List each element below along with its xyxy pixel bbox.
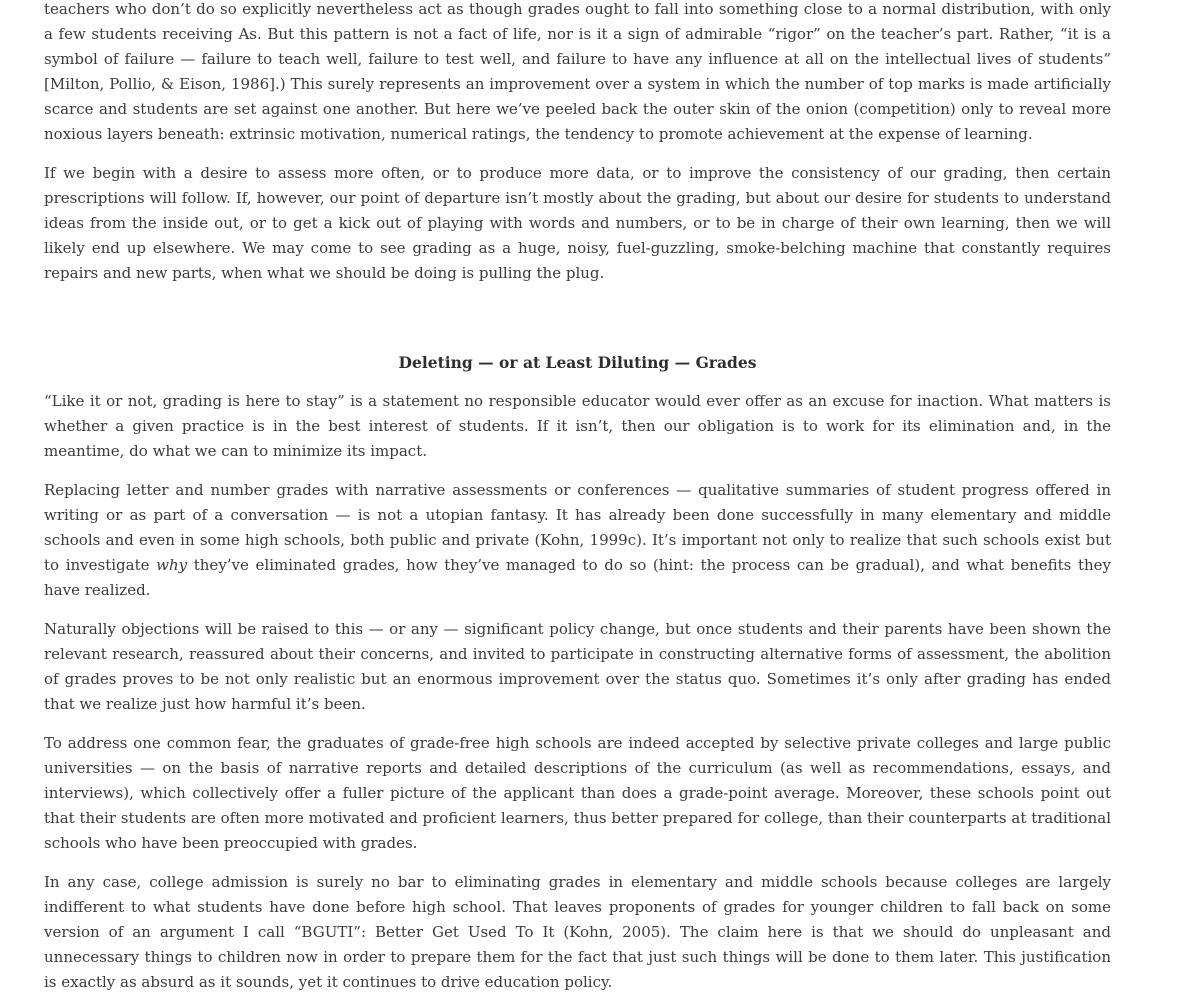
section-heading: Deleting — or at Least Diluting — Grades: [398, 353, 757, 372]
paragraph-here-to-stay: “Like it or not, grading is here to stay” is a statement no responsible educator would ever offer as an excuse for inaction. What matters is whether a given practice is in the best interest of students. If it isn’t, then our obligation is to work for its elimination and, in the meantime, do what we can to minimize its impact.: [44, 392, 1111, 460]
paragraph-objections: Naturally objections will be raised to this — or any — significant policy change, but once students and their parents have been shown the relevant research, reassured about their concerns, and invited to participate in constructing alternative forms of assessment, the abolition of grades proves to be not only realistic but an enormous improvement over the status quo. Sometimes it’s only after grading has ended that we realize just how harmful it’s been.: [44, 620, 1111, 713]
paragraph-bguti: In any case, college admission is surely no bar to eliminating grades in elementary and middle schools because colleges are largely indifferent to what students have done before high school. That leaves proponents of grades for younger children to fall back on some version of an argument I call “BGUTI”: Better Get Used To It (Kohn, 2005). The claim here is that we should do unpleasant and unnecessary things to children now in order to prepare them for the fact that just such things will be done to them later. This justification is exactly as absurd as it sounds, yet it continues to drive education policy.: [44, 873, 1111, 991]
paragraph-pulling-the-plug: If we begin with a desire to assess more often, or to produce more data, or to improve the consistency of our grading, then certain prescriptions will follow. If, however, our point of departure isn’t mostly about the grading, but about our desire for students to understand ideas from the inside out, or to get a kick out of playing with words and numbers, or to be in charge of their own learning, then we will likely end up elsewhere. We may come to see grading as a huge, noisy, fuel-guzzling, smoke-belching machine that constantly requires repairs and new parts, when what we should be doing is pulling the plug.: [44, 164, 1111, 282]
paragraph-narrative-text-a: Replacing letter and number grades with narrative assessments or conferences — qualitative summaries of student progress offered in writing or as part of a conversation — is not a utopian fantasy. It has already been done successfully in many elementary and middle schools and even in some high schools, both public and private (Kohn, 1999c). It’s important not only to realize that such schools exist but to investigate: [44, 481, 1111, 574]
paragraph-college-acceptance: To address one common fear, the graduates of grade-free high schools are indeed accepted by selective private colleges and large public universities — on the basis of narrative reports and detailed descriptions of the curriculum (as well as recommendations, essays, and interviews), which collectively offer a fuller picture of the applicant than does a grade-point average. Moreover, these schools point out that their students are often more motivated and proficient learners, thus better prepared for college, than their counterparts at traditional schools who have been preoccupied with grades.: [44, 734, 1111, 852]
paragraph-narrative-text-b: they’ve eliminated grades, how they’ve managed to do so (hint: the process can be gradual), and what benefits they have realized.: [44, 556, 1111, 599]
emphasis-why: why: [156, 556, 188, 574]
article-body: [44, 0, 1111, 995]
paragraph-normal-distribution: teachers who don’t do so explicitly nevertheless act as though grades ought to fall into something close to a normal distribution, with only a few students receiving As. But this pattern is not a fact of life, nor is it a sign of admirable “rigor” on the teacher’s part. Rather, “it is a symbol of failure — failure to teach well, failure to test well, and failure to have any influence at all on the intellectual lives of students” [Milton, Pollio, & Eison, 1986].) This surely represents an improvement over a system in which the number of top marks is made artificially scarce and students are set against one another. But here we’ve peeled back the outer skin of the onion (competition) only to reveal more noxious layers beneath: extrinsic motivation, numerical ratings, the tendency to promote achievement at the expense of learning.: [44, 0, 1111, 143]
paragraph-narrative-assessments: [44, 478, 1111, 603]
